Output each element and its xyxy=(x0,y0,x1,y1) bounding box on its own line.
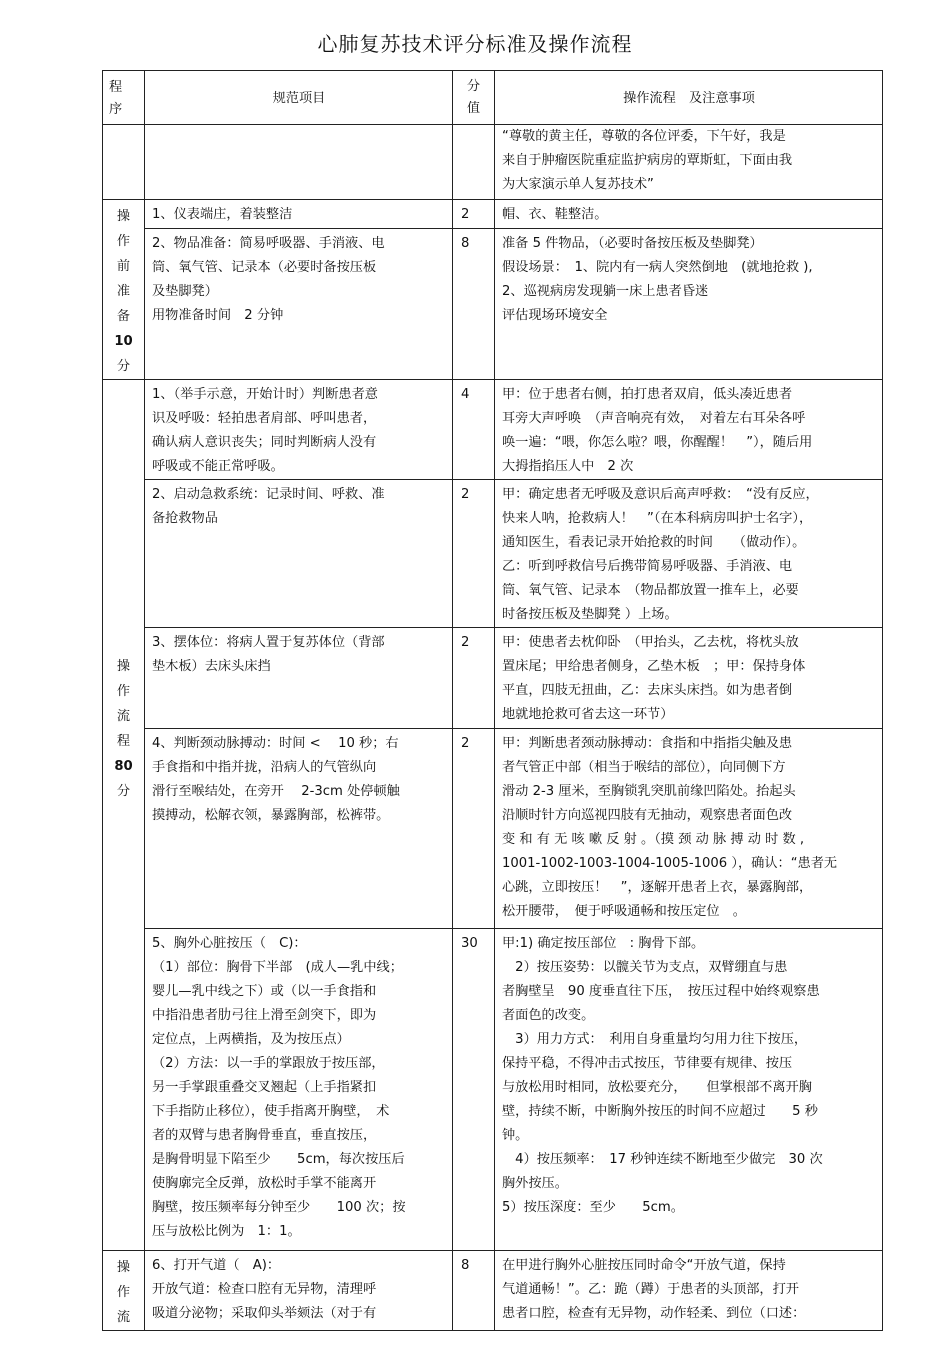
section-label-char: 操 xyxy=(116,1260,131,1275)
procedure-flow-line: 胸外按压。 xyxy=(502,1176,568,1191)
procedure-flow-line: 患者口腔，检查有无异物，动作轻柔、到位（口述： xyxy=(502,1306,806,1321)
standard-item-line: 及垫脚凳） xyxy=(152,283,218,299)
header-stage-label: 程序 xyxy=(109,80,123,117)
header-stage xyxy=(103,71,145,125)
procedure-flow-cell xyxy=(495,480,883,628)
procedure-flow-line: 沿顺时针方向巡视四肢有无抽动，观察患者面色改 xyxy=(502,808,793,823)
section-label-char: 备 xyxy=(116,309,131,324)
score-cell xyxy=(453,480,495,628)
standard-item-line: 摸搏动，松解衣领，暴露胸部，松裤带。 xyxy=(152,808,390,823)
score-cell xyxy=(453,628,495,729)
standard-item-line: 3、摆体位：将病人置于复苏体位（背部 xyxy=(152,635,385,650)
score-value: 2 xyxy=(461,635,470,650)
standard-item-line: 滑行至喉结处，在旁开 2-3cm 处停顿触 xyxy=(152,784,400,799)
procedure-flow-line: 在甲进行胸外心脏按压同时命令“开放气道，保持 xyxy=(502,1258,786,1273)
table-header-row xyxy=(103,71,883,125)
standard-item-cell xyxy=(145,380,453,480)
section-label-char: 前 xyxy=(116,259,131,274)
procedure-flow-line: 者气管正中部（相当于喉结的部位），向同侧下方 xyxy=(502,760,786,775)
procedure-flow-line: 甲：确定患者无呼吸及意识后高声呼救： “没有反应， xyxy=(502,487,819,502)
standard-item-line: 使胸廓完全反弹，放松时手掌不能离开 xyxy=(152,1176,377,1191)
procedure-flow-line: 心跳，立即按压！ ”，逐解开患者上衣，暴露胸部， xyxy=(502,880,813,895)
standard-item-line: 是胸骨明显下陷至少 5cm，每次按压后 xyxy=(152,1152,405,1167)
section-label-char: 流 xyxy=(116,1310,131,1325)
standard-item-line: 吸道分泌物；采取仰头举颏法（对于有 xyxy=(152,1306,377,1321)
section-label-char: 分 xyxy=(116,784,131,799)
standard-item-line: 确认病人意识丧失；同时判断病人没有 xyxy=(152,435,377,450)
intro-line: 来自于肿瘤医院重症监护病房的覃斯虹，下面由我 xyxy=(502,153,793,168)
section-label-char: 流 xyxy=(116,709,131,724)
standard-item-cell xyxy=(145,1251,453,1331)
standard-item-line: 6、打开气道（ A)： xyxy=(152,1258,281,1273)
intro-line: 为大家演示单人复苏技术” xyxy=(502,177,654,192)
score-cell xyxy=(453,929,495,1251)
score-value: 2 xyxy=(461,207,470,222)
scoring-table xyxy=(102,70,883,1331)
procedure-flow-line: 4）按压频率： 17 秒钟连续不断地至少做完 30 次 xyxy=(502,1152,823,1167)
standard-item-cell xyxy=(145,480,453,628)
procedure-flow-line: 壁，持续不断，中断胸外按压的时间不应超过 5 秒 xyxy=(502,1104,818,1119)
procedure-flow-line: 保持平稳，不得冲击式按压，节律要有规律、按压 xyxy=(502,1056,793,1071)
header-score-label: 分值 xyxy=(466,78,481,116)
procedure-flow-cell xyxy=(495,1251,883,1331)
procedure-flow-cell xyxy=(495,628,883,729)
procedure-flow-cell xyxy=(495,729,883,929)
standard-item-line: 压与放松比例为 1：1。 xyxy=(152,1224,301,1239)
standard-item-line: 婴儿—乳中线之下）或（以一手食指和 xyxy=(152,984,377,999)
procedure-flow-line: 2、巡视病房发现躺一床上患者昏迷 xyxy=(502,283,709,299)
score-value: 2 xyxy=(461,487,470,502)
procedure-flow-line: 通知医生，看表记录开始抢救的时间 （做动作）。 xyxy=(502,535,806,550)
procedure-flow-line: 滑动 2-3 厘米，至胸锁乳突肌前缘凹陷处。抬起头 xyxy=(502,784,796,799)
procedure-flow-line: 松开腰带， 便于呼吸通畅和按压定位 。 xyxy=(502,904,746,919)
procedure-flow-line: 帽、衣、鞋整洁。 xyxy=(502,207,608,222)
procedure-flow-line: 乙：听到呼救信号后携带简易呼吸器、手消液、电 xyxy=(502,559,793,574)
score-value: 4 xyxy=(461,387,470,402)
standard-item-line: 手食指和中指并拢，沿病人的气管纵向 xyxy=(152,760,377,775)
procedure-flow-line: 评估现场环境安全 xyxy=(502,307,608,323)
standard-item-line: 者的双臂与患者胸骨垂直，垂直按压， xyxy=(152,1128,377,1143)
procedure-flow-cell xyxy=(495,929,883,1251)
section-label-char: 操 xyxy=(116,209,131,224)
procedure-flow-line: 地就地抢救可省去这一环节） xyxy=(502,707,674,722)
section-label-char: 作 xyxy=(116,684,131,699)
procedure-flow-line: 气道通畅！”。乙：跪（蹲）于患者的头顶部，打开 xyxy=(502,1282,799,1297)
score-cell xyxy=(453,729,495,929)
section-label-char: 作 xyxy=(116,234,131,249)
standard-item-line: 1、仪表端庄，着装整洁 xyxy=(152,207,293,222)
score-cell xyxy=(453,1251,495,1331)
procedure-flow-line: 与放松用时相同，放松要充分， 但掌根部不离开胸 xyxy=(502,1080,812,1095)
procedure-flow-line: 5）按压深度：至少 5cm。 xyxy=(502,1200,684,1215)
table-row xyxy=(103,628,883,729)
standard-item-line: 1、（举手示意，开始计时）判断患者意 xyxy=(152,387,378,402)
procedure-flow-line: 3）用力方式： 利用自身重量均匀用力往下按压， xyxy=(502,1032,808,1047)
procedure-flow-line: 假设场景： 1、院内有一病人突然倒地 (就地抢救 ), xyxy=(502,259,813,275)
intro-stage-cell xyxy=(103,125,145,200)
standard-item-cell xyxy=(145,628,453,729)
standard-item-line: 呼吸或不能正常呼吸。 xyxy=(152,459,284,474)
section-label-char: 程 xyxy=(116,734,131,749)
intro-item-cell xyxy=(145,125,453,200)
standard-item-line: 识及呼吸：轻拍患者肩部、呼叫患者， xyxy=(152,411,377,426)
standard-item-line: 用物准备时间 2 分钟 xyxy=(152,307,284,323)
standard-item-line: 定位点，上两横指，及为按压点） xyxy=(152,1032,350,1047)
section-label-char: 分 xyxy=(116,359,131,374)
intro-line: “尊敬的黄主任，尊敬的各位评委，下午好，我是 xyxy=(502,129,786,144)
procedure-flow-line: 2）按压姿势：以髋关节为支点，双臂绷直与患 xyxy=(502,960,788,975)
table-row xyxy=(103,729,883,929)
table-row xyxy=(103,480,883,628)
intro-row xyxy=(103,125,883,200)
standard-item-cell xyxy=(145,228,453,379)
procedure-flow-line: 钟。 xyxy=(502,1128,529,1143)
table-row xyxy=(103,380,883,480)
section-label-char: 作 xyxy=(116,1285,131,1300)
standard-item-line: 2、物品准备：简易呼吸器、手消液、电 xyxy=(152,235,385,251)
procedure-flow-line: 唤一遍：“喂，你怎么啦？喂，你醒醒！ ”），随后用 xyxy=(502,435,813,450)
score-cell xyxy=(453,200,495,229)
section-label-char: 10 xyxy=(114,334,133,349)
procedure-flow-line: 1001-1002-1003-1004-1005-1006 ），确认：“患者无 xyxy=(502,856,838,871)
standard-item-line: 胸壁，按压频率每分钟至少 100 次；按 xyxy=(152,1200,406,1215)
standard-item-cell xyxy=(145,200,453,229)
procedure-flow-line: 者胸壁呈 90 度垂直往下压， 按压过程中始终观察患 xyxy=(502,984,820,999)
procedure-flow-line: 甲：判断患者颈动脉搏动：食指和中指指尖触及患 xyxy=(502,736,793,751)
standard-item-cell xyxy=(145,929,453,1251)
table-row xyxy=(103,200,883,229)
table-row xyxy=(103,1251,883,1331)
procedure-flow-line: 筒、氧气管、记录本 （物品都放置一推车上，必要 xyxy=(502,583,799,598)
procedure-flow-line: 甲：使患者去枕仰卧 （甲抬头，乙去枕，将枕头放 xyxy=(502,635,799,650)
section-label-cell xyxy=(103,380,145,1251)
procedure-flow-line: 甲：位于患者右侧，拍打患者双肩，低头凑近患者 xyxy=(502,387,793,402)
procedure-flow-line: 甲:1) 确定按压部位 : 胸骨下部。 xyxy=(502,936,705,951)
table-row xyxy=(103,228,883,379)
score-cell xyxy=(453,228,495,379)
procedure-flow-line: 快来人呐，抢救病人！ ”（在本科病房叫护士名字）， xyxy=(502,511,813,526)
procedure-flow-line: 平直，四肢无扭曲，乙：去床头床挡。如为患者倒 xyxy=(502,683,793,698)
header-flow: 操作流程 及注意事项 xyxy=(495,71,883,125)
header-item: 规范项目 xyxy=(145,71,453,125)
procedure-flow-line: 置床尾；甲给患者侧身，乙垫木板 ；甲：保持身体 xyxy=(502,659,806,674)
section-label-char: 操 xyxy=(116,659,131,674)
procedure-flow-line: 大拇指掐压人中 2 次 xyxy=(502,459,634,474)
score-value: 2 xyxy=(461,736,470,751)
procedure-flow-cell xyxy=(495,200,883,229)
standard-item-cell xyxy=(145,729,453,929)
section-label-char: 80 xyxy=(114,759,133,774)
score-value: 8 xyxy=(461,1258,470,1273)
standard-item-line: （2）方法：以一手的掌跟放于按压部， xyxy=(152,1056,385,1071)
standard-item-line: 2、启动急救系统：记录时间、呼救、准 xyxy=(152,487,385,502)
procedure-flow-line: 时备按压板及垫脚凳 ）上场。 xyxy=(502,607,678,622)
procedure-flow-line: 准备 5 件物品，（必要时备按压板及垫脚凳） xyxy=(502,235,763,251)
section-label-cell xyxy=(103,1251,145,1331)
standard-item-line: 4、判断颈动脉搏动：时间 < 10 秒；右 xyxy=(152,736,399,751)
procedure-flow-cell xyxy=(495,228,883,379)
standard-item-line: 5、胸外心脏按压（ C)： xyxy=(152,936,307,951)
intro-flow-cell xyxy=(495,125,883,200)
score-value: 8 xyxy=(461,235,470,251)
procedure-flow-line: 变 和 有 无 咳 嗽 反 射 。（摸 颈 动 脉 搏 动 时 数 , xyxy=(502,832,805,847)
procedure-flow-line: 者面色的改变。 xyxy=(502,1008,595,1023)
standard-item-line: 备抢救物品 xyxy=(152,511,218,526)
standard-item-line: 中指沿患者肋弓往上滑至剑突下，即为 xyxy=(152,1008,377,1023)
intro-score-cell xyxy=(453,125,495,200)
score-value: 30 xyxy=(461,936,478,951)
section-label-char: 准 xyxy=(116,284,131,299)
standard-item-line: 筒、氧气管、记录本（必要时备按压板 xyxy=(152,259,377,275)
header-score xyxy=(453,71,495,125)
score-cell xyxy=(453,380,495,480)
section-label-cell xyxy=(103,200,145,380)
standard-item-line: 开放气道：检查口腔有无异物，清理呼 xyxy=(152,1282,377,1297)
procedure-flow-line: 耳旁大声呼唤 （声音响亮有效， 对着左右耳朵各呼 xyxy=(502,411,806,426)
standard-item-line: （1）部位：胸骨下半部 (成人—乳中线； xyxy=(152,960,403,975)
standard-item-line: 另一手掌跟重叠交叉翘起（上手指紧扣 xyxy=(152,1080,377,1095)
page-title: 心肺复苏技术评分标准及操作流程 xyxy=(317,32,633,56)
standard-item-line: 下手指防止移位），使手指离开胸壁， 术 xyxy=(152,1104,390,1119)
standard-item-line: 垫木板）去床头床挡 xyxy=(152,659,271,674)
table-row xyxy=(103,929,883,1251)
procedure-flow-cell xyxy=(495,380,883,480)
